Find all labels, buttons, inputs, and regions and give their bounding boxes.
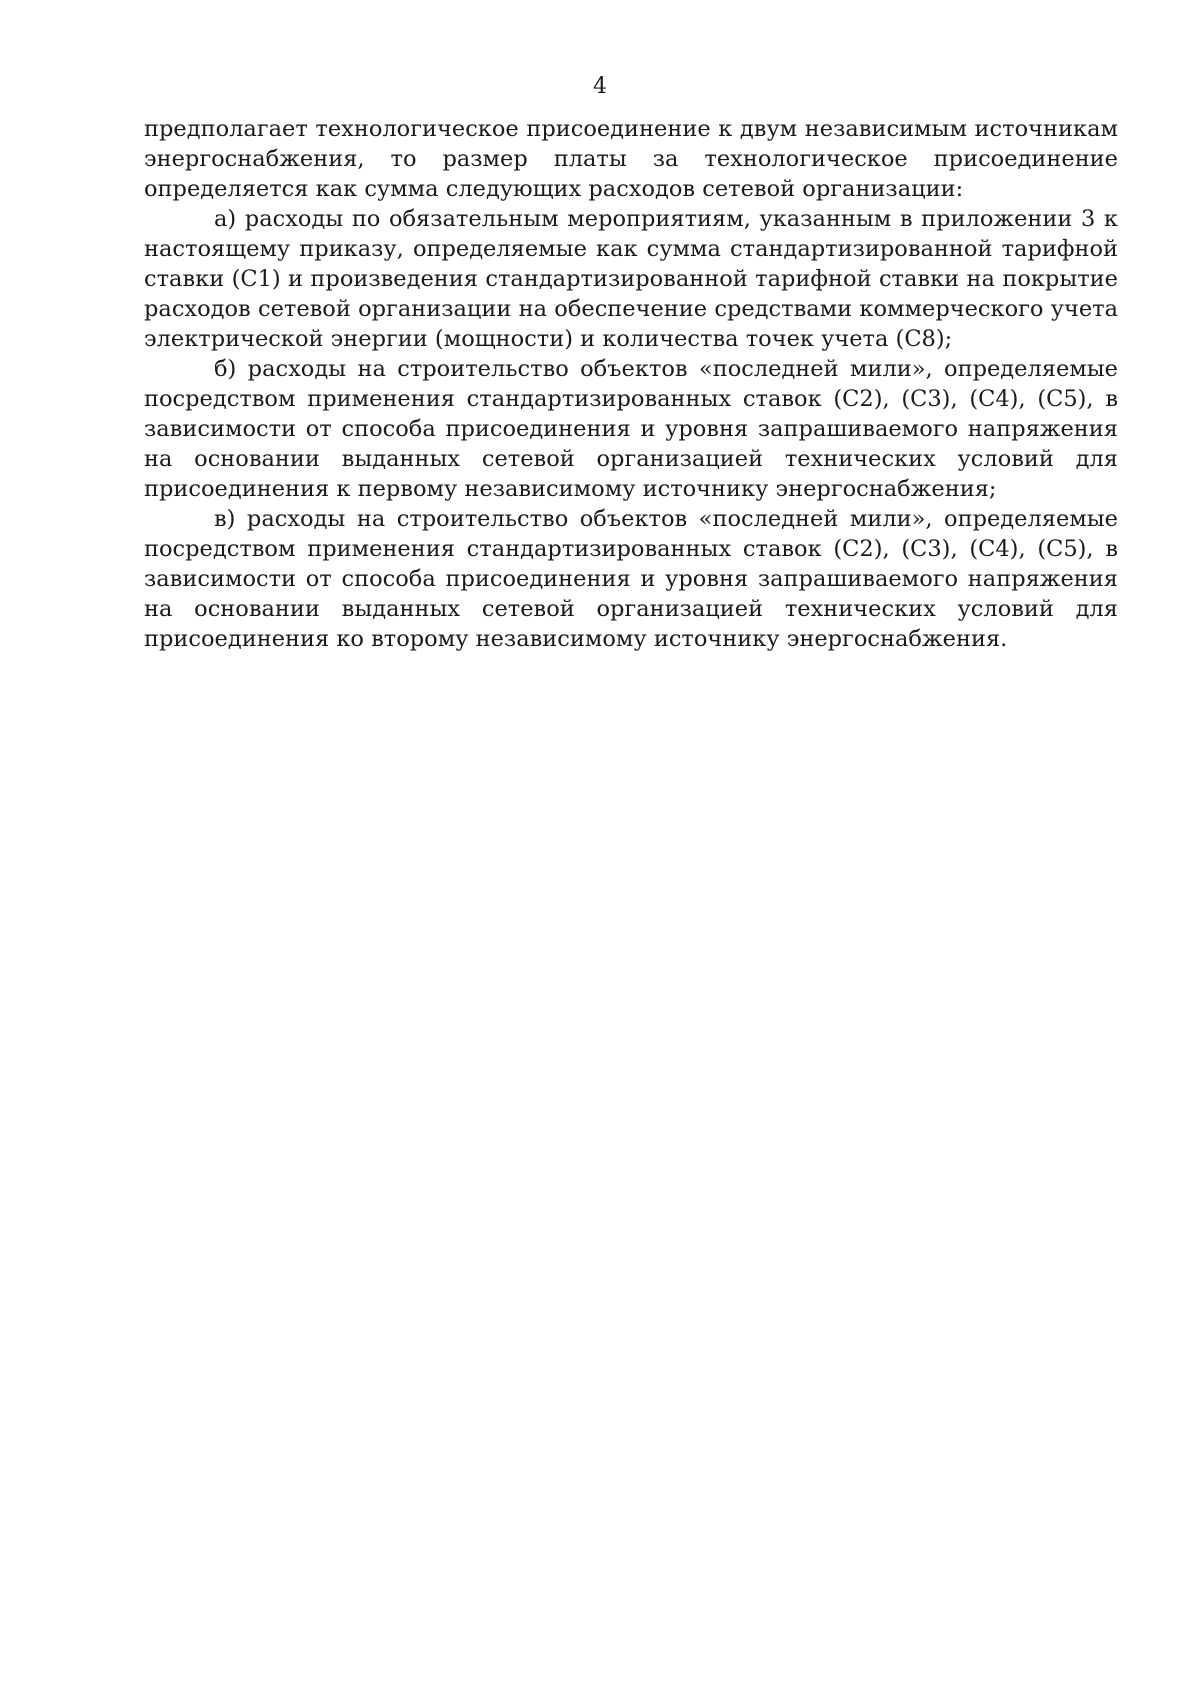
paragraph-intro: предполагает технологическое присоединение к двум независимым источникам энергоснабжения, то размер платы за технологическое присоединение определяется как сумма следующих расходов сетевой организации: [144, 116, 1118, 202]
page-number: 4 [593, 74, 607, 99]
paragraph-item-a: а) расходы по обязательным мероприятиям, указанным в приложении 3 к настоящему приказу, определяемые как сумма стандартизированной тарифной ставки (С1) и произведения стандартизированной тарифной ставки на покрытие расходов сетевой организации на обеспечение средствами коммерческого учета электрической энергии (мощности) и количества точек учета (С8); [144, 206, 1118, 352]
paragraph-item-v: в) расходы на строительство объектов «последней мили», определяемые посредством применения стандартизированных ставок (С2), (С3), (С4), (С5), в зависимости от способа присоединения и уровня запрашиваемого напряжения на основании выданных сетевой организацией технических условий для присоединения ко второму независимому источнику энергоснабжения. [144, 506, 1118, 652]
paragraph-item-b: б) расходы на строительство объектов «последней мили», определяемые посредством применения стандартизированных ставок (С2), (С3), (С4), (С5), в зависимости от способа присоединения и уровня запрашиваемого напряжения на основании выданных сетевой организацией технических условий для присоединения к первому независимому источнику энергоснабжения; [144, 356, 1118, 502]
document-body [144, 114, 1118, 654]
